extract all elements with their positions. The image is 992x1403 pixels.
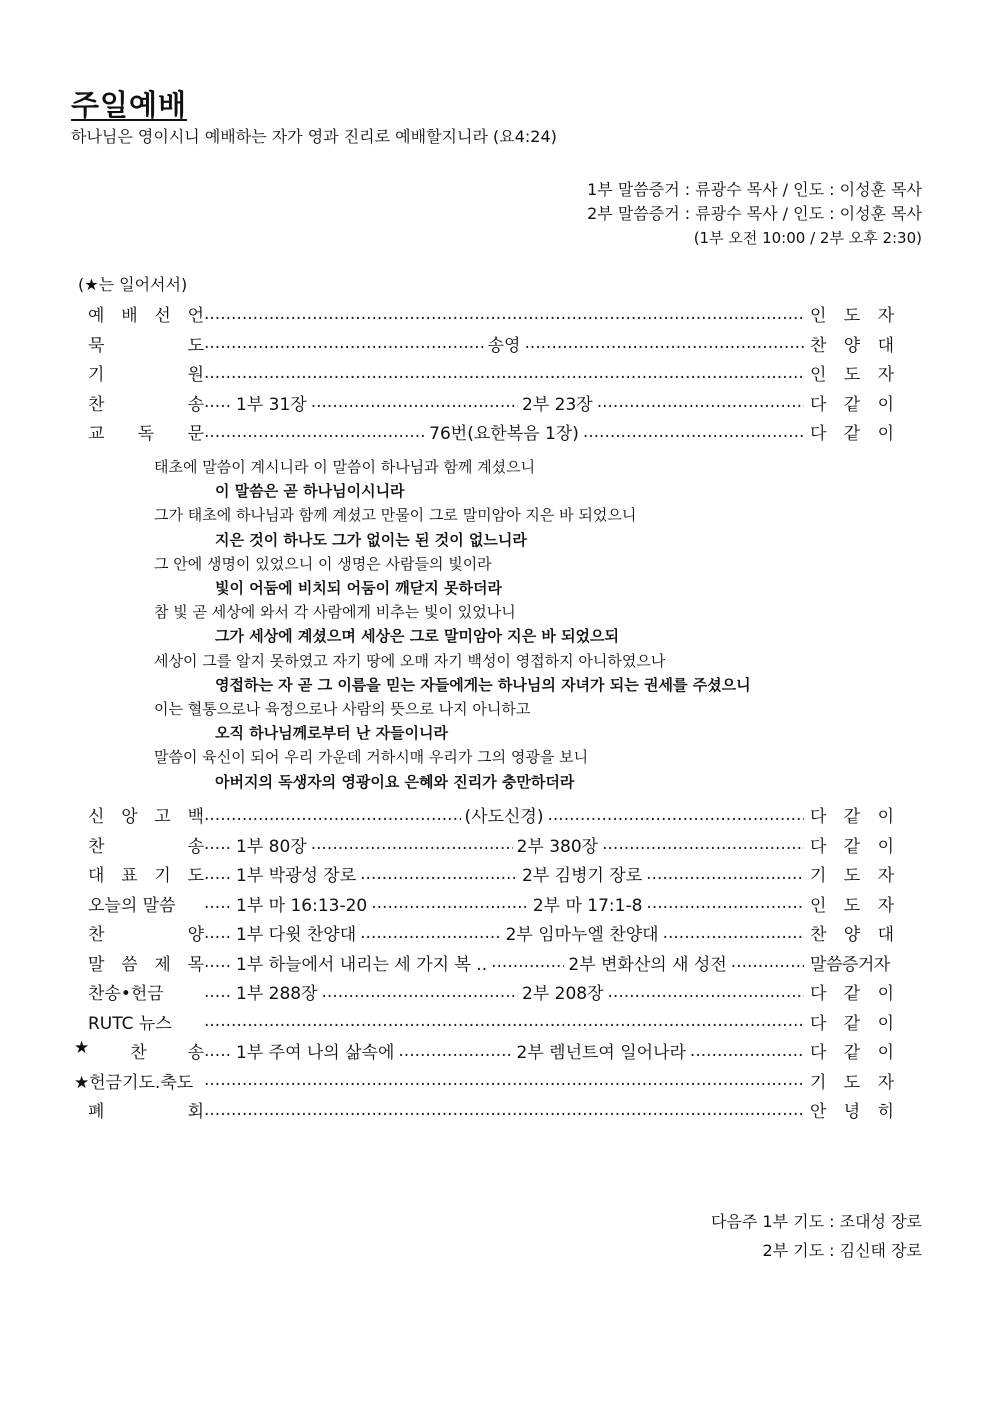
order-row (74, 889, 894, 919)
order-role: 다 같 이 (810, 984, 894, 1005)
order-label: 대 표 기 도 (88, 866, 204, 887)
order-row (74, 918, 894, 948)
order-row (74, 358, 894, 388)
order-label: 교 독 문 (88, 424, 204, 445)
order-role: 기 도 자 (810, 1072, 894, 1093)
order-label: 신 앙 고 백 (88, 807, 204, 828)
reading-leader-line: 참 빛 곧 세상에 와서 각 사람에게 비추는 빛이 있었나니 (154, 603, 516, 622)
order-detail: 1부 288장 (236, 984, 318, 1005)
order-role: 안 녕 히 (810, 1102, 894, 1123)
order-detail: 1부 80장 (236, 836, 307, 857)
order-label: 찬 송 (88, 836, 204, 857)
order-label: 예 배 선 언 (88, 306, 204, 327)
reading-leader-line: 그 안에 생명이 있었으니 이 생명은 사람들의 빛이라 (154, 554, 492, 573)
responsive-reading (154, 455, 751, 794)
order-of-worship-bottom (74, 800, 894, 1125)
reading-response-line: 지은 것이 하나도 그가 없이는 된 것이 없느니라 (215, 530, 527, 549)
order-role: 다 같 이 (810, 836, 894, 857)
order-role: 인 도 자 (810, 895, 894, 916)
order-row (74, 859, 894, 889)
order-row (74, 388, 894, 418)
service-info (587, 178, 922, 250)
reading-response-line: 이 말씀은 곧 하나님이시니라 (215, 482, 405, 501)
order-label: 기 원 (88, 365, 204, 386)
reading-leader-line: 태초에 말씀이 계시니라 이 말씀이 하나님과 함께 계셨으니 (154, 458, 536, 476)
order-detail: (사도신경) (464, 807, 544, 828)
order-role: 다 같 이 (810, 807, 894, 828)
order-detail: 1부 마 16:13-20 (236, 895, 368, 916)
page-title: 주일예배 (71, 88, 188, 122)
order-detail: 2부 김병기 장로 (522, 866, 643, 887)
reading-leader-line: 그가 태초에 하나님과 함께 계셨고 만물이 그로 말미암아 지은 바 되었으니 (154, 506, 637, 525)
order-row (74, 830, 894, 860)
order-detail: 1부 주여 나의 삶속에 (236, 1043, 395, 1064)
order-row (74, 948, 894, 978)
order-row (74, 1036, 894, 1066)
order-detail: 2부 380장 (516, 836, 599, 857)
order-label: 찬 양 (88, 925, 204, 946)
service-2-info: 2부 말씀증거 : 류광수 목사 / 인도 : 이성훈 목사 (587, 204, 922, 223)
order-role: 다 같 이 (810, 1013, 894, 1034)
service-1-info: 1부 말씀증거 : 류광수 목사 / 인도 : 이성훈 목사 (587, 180, 922, 199)
order-detail: 1부 31장 (236, 394, 307, 415)
order-row (74, 417, 894, 447)
order-detail: 2부 임마누엘 찬양대 (505, 925, 659, 946)
order-detail: 2부 208장 (522, 984, 604, 1005)
order-row (74, 977, 894, 1007)
order-detail: 76번(요한복음 1장) (429, 424, 579, 445)
standing-note: (★는 일어서서) (78, 275, 188, 294)
order-detail: 1부 박광성 장로 (236, 866, 357, 887)
order-detail: 2부 마 17:1-8 (532, 895, 643, 916)
order-row (74, 800, 894, 830)
order-label: 찬 송 (88, 394, 204, 415)
reading-response-line: 그가 세상에 계셨으며 세상은 그로 말미암아 지은 바 되었으되 (215, 627, 620, 646)
order-label: 오늘의 말씀 (88, 895, 176, 916)
order-detail: 2부 23장 (522, 394, 593, 415)
reading-leader-line: 세상이 그를 알지 못하였고 자기 땅에 오매 자기 백성이 영접하지 아니하였으나 (154, 651, 666, 670)
order-role: 인 도 자 (810, 365, 894, 386)
order-label: 말 씀 제 목 (88, 954, 204, 975)
order-label: ★ 찬 송 (74, 1038, 204, 1064)
order-role: 다 같 이 (810, 424, 894, 445)
order-detail: 1부 하늘에서 내리는 세 가지 복 .. (236, 954, 488, 975)
verse-subtitle: 하나님은 영이시니 예배하는 자가 영과 진리로 예배할지니라 (요4:24) (71, 127, 557, 146)
order-row (74, 1007, 894, 1037)
order-role: 다 같 이 (810, 1043, 894, 1064)
next-week-prayer (711, 1207, 922, 1265)
order-detail: 1부 다윗 찬양대 (236, 925, 357, 946)
order-role: 찬 양 대 (810, 925, 894, 946)
order-label: RUTC 뉴스 (88, 1013, 172, 1034)
order-role: 찬 양 대 (810, 335, 894, 356)
order-label: ★헌금기도.축도 (74, 1072, 194, 1093)
order-label: 묵 도 (88, 335, 204, 356)
order-row (74, 299, 894, 329)
reading-response-line: 빛이 어둠에 비치되 어둠이 깨닫지 못하더라 (215, 579, 502, 598)
next-week-prayer-2: 2부 기도 : 김신태 장로 (762, 1241, 922, 1260)
order-row (74, 1066, 894, 1096)
reading-response-line: 오직 하나님께로부터 난 자들이니라 (215, 724, 449, 743)
service-times: (1부 오전 10:00 / 2부 오후 2:30) (693, 229, 922, 247)
order-label: 찬송•헌금 (88, 984, 164, 1005)
reading-leader-line: 이는 혈통으로나 육정으로나 사람의 뜻으로 나지 아니하고 (154, 700, 531, 719)
reading-leader-line: 말씀이 육신이 되어 우리 가운데 거하시매 우리가 그의 영광을 보니 (154, 748, 589, 767)
reading-response-line: 영접하는 자 곧 그 이름을 믿는 자들에게는 하나님의 자녀가 되는 권세를 주셨으니 (215, 675, 751, 694)
order-role: 기 도 자 (810, 866, 894, 887)
order-role: 인 도 자 (810, 306, 894, 327)
next-week-prayer-1: 다음주 1부 기도 : 조대성 장로 (710, 1212, 922, 1231)
order-of-worship-top (74, 299, 894, 447)
order-detail: 2부 렘넌트여 일어나라 (516, 1043, 686, 1064)
order-detail: 송영 (487, 335, 521, 356)
order-role: 말 씀 증 거 자 (810, 954, 890, 975)
order-detail: 2부 변화산의 새 성전 (568, 954, 727, 975)
reading-response-line: 아버지의 독생자의 영광이요 은혜와 진리가 충만하더라 (215, 772, 575, 791)
order-label: 폐 회 (88, 1102, 204, 1123)
order-row (74, 1095, 894, 1125)
order-role: 다 같 이 (810, 394, 894, 415)
order-row (74, 329, 894, 359)
